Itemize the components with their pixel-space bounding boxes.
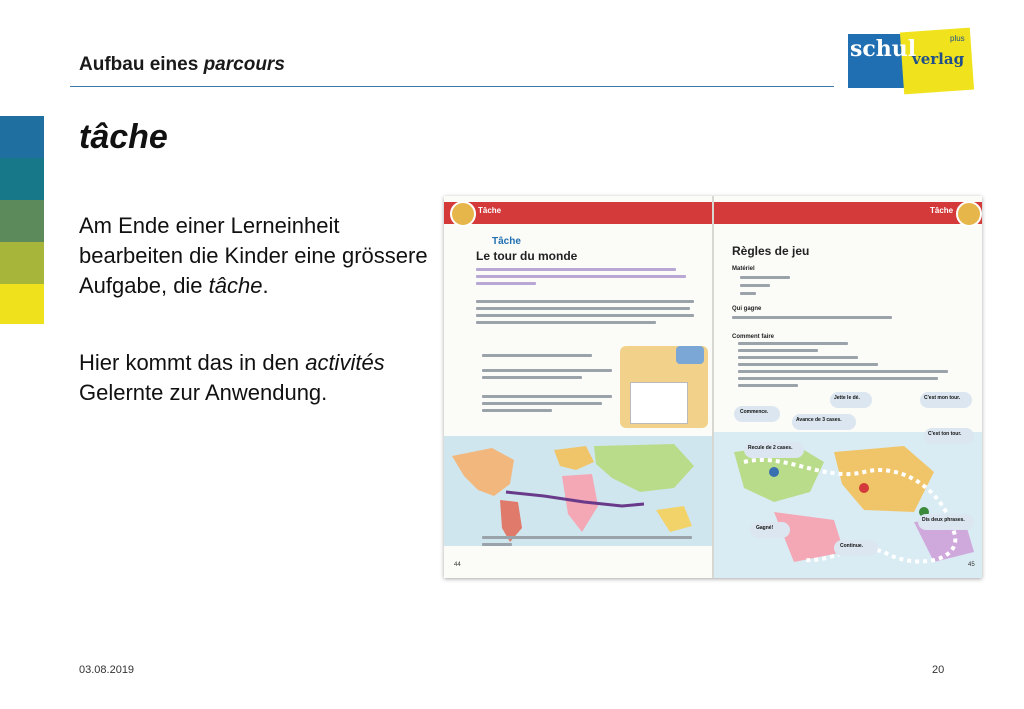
text-line <box>476 314 694 317</box>
text-line <box>738 349 818 352</box>
text-line <box>738 384 798 387</box>
game-bubble-text: Jette le dé. <box>834 395 860 401</box>
comment-faire-label: Comment faire <box>732 334 775 340</box>
book-spine <box>712 196 714 578</box>
tache-emblem-icon <box>956 201 982 227</box>
header-title <box>79 54 285 76</box>
schulverlag-logo <box>846 28 976 94</box>
right-page-number: 45 <box>968 562 975 568</box>
logo-plus-text: plus <box>950 34 965 43</box>
text-line <box>482 395 612 398</box>
text-line <box>740 276 790 279</box>
left-section-label: Tâche <box>492 236 521 247</box>
paragraph-2-text: Hier kommt das in den <box>79 350 306 375</box>
plane-illustration <box>676 346 704 364</box>
game-bubble-text: Gagné! <box>756 525 774 531</box>
text-line <box>482 369 612 372</box>
text-line <box>740 292 756 295</box>
left-page-heading: Le tour du monde <box>476 249 578 263</box>
game-bubble <box>834 540 878 556</box>
textbook-left-page <box>444 196 712 578</box>
game-bubble-text: Dis deux phrases. <box>922 517 965 523</box>
game-bubble <box>924 428 974 444</box>
text-line <box>482 402 602 405</box>
text-line <box>476 268 676 271</box>
game-bubble-text: Commence. <box>740 409 769 415</box>
game-bubble-text: Continue. <box>840 543 864 549</box>
text-line <box>482 376 582 379</box>
header-divider <box>70 86 834 87</box>
right-banner-label: Tâche <box>930 206 954 215</box>
paragraph-1 <box>79 211 439 301</box>
paragraph-1-emphasis: tâche <box>208 273 263 298</box>
left-banner-label: Tâche <box>478 206 502 215</box>
slide-title: tâche <box>79 118 168 156</box>
stripe-blue <box>0 116 44 158</box>
game-bubble <box>920 392 972 408</box>
text-line <box>740 284 770 287</box>
materiel-label: Matériel <box>732 266 755 272</box>
game-bubble <box>734 406 780 422</box>
text-line <box>476 300 694 303</box>
footer-date: 03.08.2019 <box>79 664 135 676</box>
text-line <box>476 275 686 278</box>
text-line <box>482 543 512 546</box>
qui-gagne-label: Qui gagne <box>732 306 762 312</box>
text-line <box>738 363 878 366</box>
stripe-olive <box>0 242 44 284</box>
text-line <box>738 370 948 373</box>
text-line <box>482 354 592 357</box>
paragraph-1-text: Am Ende einer Lerneinheit bearbeiten die Kinder eine grössere Aufgabe, die <box>79 213 428 298</box>
paragraph-2-emphasis: activités <box>305 350 385 375</box>
text-line <box>482 536 692 539</box>
game-bubble-text: C'est mon tour. <box>924 395 961 401</box>
text-line <box>738 356 858 359</box>
paragraph-2 <box>79 348 439 408</box>
footer-page-number: 20 <box>932 664 945 676</box>
right-page-heading: Règles de jeu <box>732 244 810 258</box>
textbook-right-page <box>714 196 982 578</box>
stripe-green <box>0 200 44 242</box>
text-line <box>732 316 892 319</box>
stripe-yellow <box>0 284 44 324</box>
header-title-italic: parcours <box>203 54 285 75</box>
game-bubble <box>830 392 872 408</box>
game-bubble-text: Recule de 2 cases. <box>748 445 793 451</box>
paragraph-2-end: Gelernte zur Anwendung. <box>79 380 328 405</box>
stripe-teal <box>0 158 44 200</box>
text-line <box>476 321 656 324</box>
text-line <box>482 409 552 412</box>
game-bubble <box>792 414 856 430</box>
logo-schul-text: schul <box>850 36 917 62</box>
tache-emblem-icon <box>450 201 476 227</box>
header-title-text: Aufbau eines <box>79 54 204 75</box>
text-line <box>476 282 536 285</box>
world-map-illustration <box>444 436 712 578</box>
game-bubble-text: C'est ton tour. <box>928 431 962 437</box>
worksheet-illustration <box>630 382 688 424</box>
game-bubble <box>918 514 974 530</box>
game-bubble <box>744 442 804 458</box>
left-page-number: 44 <box>454 562 461 568</box>
paragraph-1-end: . <box>262 273 269 298</box>
text-line <box>738 377 938 380</box>
text-line <box>476 307 690 310</box>
text-line <box>738 342 848 345</box>
textbook-spread-image <box>444 196 982 578</box>
game-bubble <box>750 522 790 538</box>
game-bubble-text: Avance de 3 cases. <box>796 417 842 423</box>
logo-verlag-text: verlag <box>912 50 965 68</box>
